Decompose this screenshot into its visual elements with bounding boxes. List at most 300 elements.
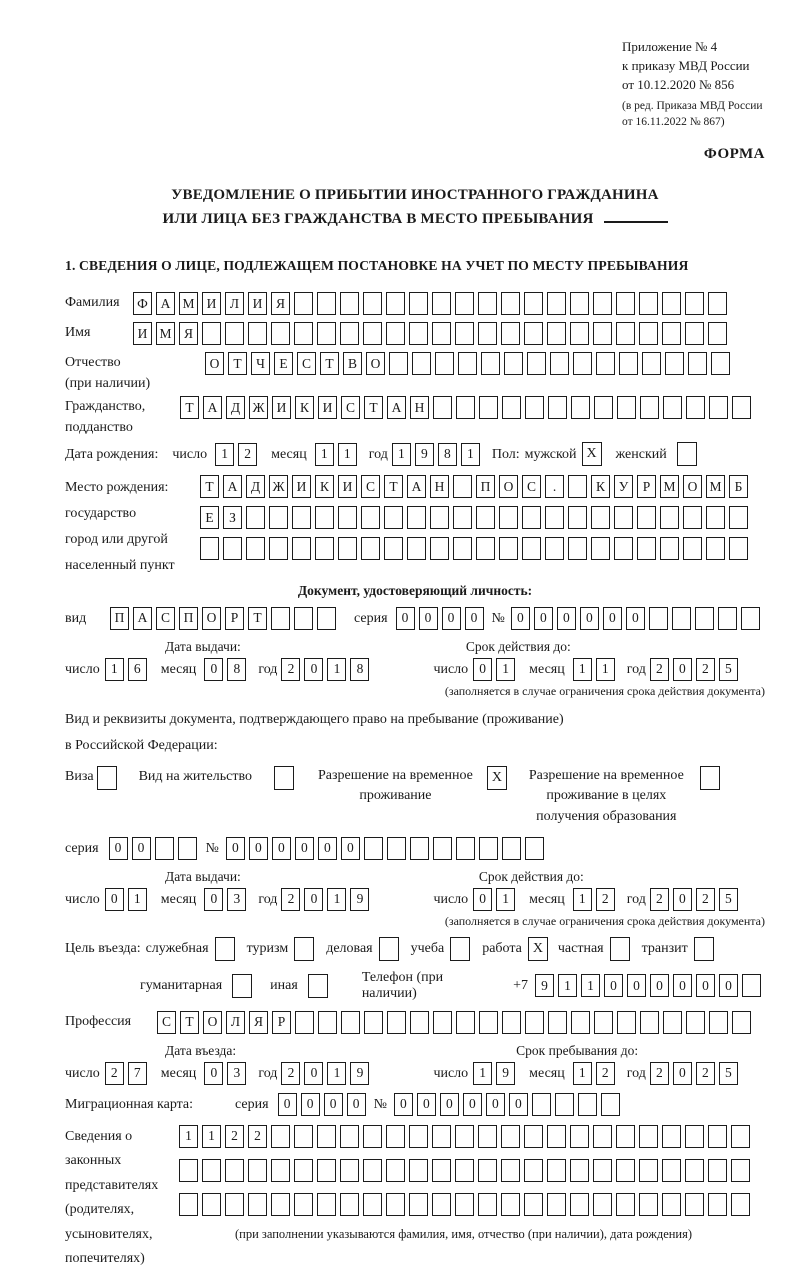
- char-cell[interactable]: 9: [535, 974, 554, 997]
- char-cell[interactable]: .: [545, 475, 564, 498]
- char-cell[interactable]: [683, 506, 702, 529]
- char-cell[interactable]: [547, 322, 566, 345]
- char-cell[interactable]: [640, 1011, 659, 1034]
- char-cell[interactable]: К: [591, 475, 610, 498]
- char-cell[interactable]: 2: [650, 888, 669, 911]
- char-cell[interactable]: 1: [581, 974, 600, 997]
- temp-residence-edu-checkbox[interactable]: [700, 766, 720, 790]
- char-cell[interactable]: 0: [557, 607, 576, 630]
- char-cell[interactable]: [593, 1193, 612, 1216]
- char-cell[interactable]: 1: [128, 888, 147, 911]
- char-cell[interactable]: [295, 1011, 314, 1034]
- char-cell[interactable]: [616, 1125, 635, 1148]
- char-cell[interactable]: [246, 537, 265, 560]
- char-cell[interactable]: Я: [179, 322, 198, 345]
- char-cell[interactable]: Р: [637, 475, 656, 498]
- char-cell[interactable]: [340, 1125, 359, 1148]
- char-cell[interactable]: [547, 292, 566, 315]
- residence-permit-checkbox[interactable]: [274, 766, 294, 790]
- char-cell[interactable]: 1: [573, 888, 592, 911]
- char-cell[interactable]: [409, 1193, 428, 1216]
- char-cell[interactable]: Н: [430, 475, 449, 498]
- char-cell[interactable]: 0: [204, 888, 223, 911]
- char-cell[interactable]: [570, 1125, 589, 1148]
- char-cell[interactable]: [315, 506, 334, 529]
- char-cell[interactable]: [665, 352, 684, 375]
- purpose-tourism-checkbox[interactable]: [294, 937, 314, 961]
- char-cell[interactable]: [640, 396, 659, 419]
- char-cell[interactable]: [637, 506, 656, 529]
- char-cell[interactable]: 0: [347, 1093, 366, 1116]
- char-cell[interactable]: Ф: [133, 292, 152, 315]
- char-cell[interactable]: [616, 292, 635, 315]
- char-cell[interactable]: [593, 292, 612, 315]
- char-cell[interactable]: [660, 506, 679, 529]
- char-cell[interactable]: [179, 1159, 198, 1182]
- char-cell[interactable]: М: [156, 322, 175, 345]
- purpose-study-checkbox[interactable]: [450, 937, 470, 961]
- char-cell[interactable]: [476, 506, 495, 529]
- char-cell[interactable]: [594, 1011, 613, 1034]
- char-cell[interactable]: [639, 322, 658, 345]
- char-cell[interactable]: [271, 1125, 290, 1148]
- char-cell[interactable]: [453, 537, 472, 560]
- char-cell[interactable]: 0: [473, 888, 492, 911]
- char-cell[interactable]: [639, 292, 658, 315]
- char-cell[interactable]: Я: [249, 1011, 268, 1034]
- char-cell[interactable]: [524, 322, 543, 345]
- char-cell[interactable]: 0: [417, 1093, 436, 1116]
- char-cell[interactable]: Т: [200, 475, 219, 498]
- char-cell[interactable]: 0: [626, 607, 645, 630]
- char-cell[interactable]: 1: [202, 1125, 221, 1148]
- char-cell[interactable]: [455, 292, 474, 315]
- char-cell[interactable]: О: [205, 352, 224, 375]
- char-cell[interactable]: О: [366, 352, 385, 375]
- char-cell[interactable]: И: [248, 292, 267, 315]
- char-cell[interactable]: [387, 1011, 406, 1034]
- char-cell[interactable]: [433, 396, 452, 419]
- char-cell[interactable]: [548, 1011, 567, 1034]
- char-cell[interactable]: 0: [603, 607, 622, 630]
- char-cell[interactable]: Ж: [269, 475, 288, 498]
- char-cell[interactable]: 1: [327, 658, 346, 681]
- char-cell[interactable]: А: [407, 475, 426, 498]
- char-cell[interactable]: 3: [227, 1062, 246, 1085]
- char-cell[interactable]: [409, 1159, 428, 1182]
- char-cell[interactable]: [433, 837, 452, 860]
- char-cell[interactable]: Р: [272, 1011, 291, 1034]
- char-cell[interactable]: А: [203, 396, 222, 419]
- char-cell[interactable]: 0: [673, 888, 692, 911]
- char-cell[interactable]: [340, 292, 359, 315]
- char-cell[interactable]: [202, 1193, 221, 1216]
- char-cell[interactable]: 1: [315, 443, 334, 466]
- char-cell[interactable]: [410, 837, 429, 860]
- char-cell[interactable]: [685, 1159, 704, 1182]
- char-cell[interactable]: 1: [461, 443, 480, 466]
- char-cell[interactable]: 0: [204, 658, 223, 681]
- char-cell[interactable]: [341, 1011, 360, 1034]
- char-cell[interactable]: И: [292, 475, 311, 498]
- char-cell[interactable]: [742, 974, 761, 997]
- char-cell[interactable]: [708, 322, 727, 345]
- char-cell[interactable]: 1: [338, 443, 357, 466]
- char-cell[interactable]: [660, 537, 679, 560]
- char-cell[interactable]: [432, 1125, 451, 1148]
- char-cell[interactable]: А: [223, 475, 242, 498]
- char-cell[interactable]: М: [660, 475, 679, 498]
- char-cell[interactable]: [547, 1193, 566, 1216]
- char-cell[interactable]: Т: [180, 1011, 199, 1034]
- char-cell[interactable]: [248, 322, 267, 345]
- char-cell[interactable]: 1: [596, 658, 615, 681]
- char-cell[interactable]: 0: [673, 1062, 692, 1085]
- char-cell[interactable]: 0: [509, 1093, 528, 1116]
- char-cell[interactable]: [570, 292, 589, 315]
- purpose-transit-checkbox[interactable]: [694, 937, 714, 961]
- char-cell[interactable]: 2: [238, 443, 257, 466]
- char-cell[interactable]: 2: [105, 1062, 124, 1085]
- char-cell[interactable]: [409, 292, 428, 315]
- char-cell[interactable]: [619, 352, 638, 375]
- char-cell[interactable]: [639, 1159, 658, 1182]
- char-cell[interactable]: Т: [180, 396, 199, 419]
- char-cell[interactable]: 0: [534, 607, 553, 630]
- char-cell[interactable]: [407, 537, 426, 560]
- char-cell[interactable]: [432, 1159, 451, 1182]
- purpose-official-checkbox[interactable]: [215, 937, 235, 961]
- char-cell[interactable]: И: [272, 396, 291, 419]
- char-cell[interactable]: [481, 352, 500, 375]
- char-cell[interactable]: [502, 396, 521, 419]
- char-cell[interactable]: [340, 1193, 359, 1216]
- char-cell[interactable]: [642, 352, 661, 375]
- char-cell[interactable]: [663, 396, 682, 419]
- char-cell[interactable]: [455, 1193, 474, 1216]
- char-cell[interactable]: 2: [225, 1125, 244, 1148]
- char-cell[interactable]: [718, 607, 737, 630]
- char-cell[interactable]: [616, 322, 635, 345]
- char-cell[interactable]: [386, 1159, 405, 1182]
- char-cell[interactable]: [601, 1093, 620, 1116]
- char-cell[interactable]: [570, 1193, 589, 1216]
- male-checkbox[interactable]: X: [582, 442, 602, 466]
- char-cell[interactable]: [478, 292, 497, 315]
- char-cell[interactable]: 5: [719, 658, 738, 681]
- char-cell[interactable]: Т: [248, 607, 267, 630]
- char-cell[interactable]: [524, 1159, 543, 1182]
- char-cell[interactable]: [593, 1159, 612, 1182]
- char-cell[interactable]: [179, 1193, 198, 1216]
- char-cell[interactable]: П: [110, 607, 129, 630]
- char-cell[interactable]: [407, 506, 426, 529]
- char-cell[interactable]: [430, 537, 449, 560]
- char-cell[interactable]: Д: [246, 475, 265, 498]
- char-cell[interactable]: [269, 506, 288, 529]
- char-cell[interactable]: [685, 292, 704, 315]
- char-cell[interactable]: [453, 506, 472, 529]
- char-cell[interactable]: [294, 322, 313, 345]
- char-cell[interactable]: 1: [573, 1062, 592, 1085]
- char-cell[interactable]: [545, 537, 564, 560]
- char-cell[interactable]: 2: [696, 1062, 715, 1085]
- char-cell[interactable]: [364, 1011, 383, 1034]
- char-cell[interactable]: [453, 475, 472, 498]
- char-cell[interactable]: 0: [341, 837, 360, 860]
- char-cell[interactable]: 0: [278, 1093, 297, 1116]
- char-cell[interactable]: 0: [463, 1093, 482, 1116]
- char-cell[interactable]: [501, 1159, 520, 1182]
- char-cell[interactable]: [340, 1159, 359, 1182]
- char-cell[interactable]: [412, 352, 431, 375]
- char-cell[interactable]: К: [315, 475, 334, 498]
- char-cell[interactable]: [155, 837, 174, 860]
- char-cell[interactable]: [729, 537, 748, 560]
- char-cell[interactable]: [614, 506, 633, 529]
- char-cell[interactable]: 2: [281, 888, 300, 911]
- char-cell[interactable]: 0: [396, 607, 415, 630]
- char-cell[interactable]: [363, 1159, 382, 1182]
- char-cell[interactable]: [571, 396, 590, 419]
- char-cell[interactable]: [271, 322, 290, 345]
- char-cell[interactable]: [729, 506, 748, 529]
- char-cell[interactable]: 0: [604, 974, 623, 997]
- char-cell[interactable]: [317, 322, 336, 345]
- char-cell[interactable]: [200, 537, 219, 560]
- char-cell[interactable]: [384, 537, 403, 560]
- char-cell[interactable]: Д: [226, 396, 245, 419]
- char-cell[interactable]: 0: [719, 974, 738, 997]
- char-cell[interactable]: [455, 322, 474, 345]
- char-cell[interactable]: [524, 1125, 543, 1148]
- char-cell[interactable]: [502, 837, 521, 860]
- char-cell[interactable]: У: [614, 475, 633, 498]
- char-cell[interactable]: [338, 537, 357, 560]
- char-cell[interactable]: [225, 1159, 244, 1182]
- char-cell[interactable]: 1: [105, 658, 124, 681]
- char-cell[interactable]: [294, 1159, 313, 1182]
- char-cell[interactable]: И: [202, 292, 221, 315]
- char-cell[interactable]: [545, 506, 564, 529]
- char-cell[interactable]: [504, 352, 523, 375]
- char-cell[interactable]: [555, 1093, 574, 1116]
- char-cell[interactable]: [248, 1193, 267, 1216]
- char-cell[interactable]: И: [133, 322, 152, 345]
- char-cell[interactable]: [318, 1011, 337, 1034]
- char-cell[interactable]: 0: [440, 1093, 459, 1116]
- char-cell[interactable]: 0: [304, 658, 323, 681]
- female-checkbox[interactable]: [677, 442, 697, 466]
- char-cell[interactable]: Б: [729, 475, 748, 498]
- char-cell[interactable]: [363, 292, 382, 315]
- char-cell[interactable]: З: [223, 506, 242, 529]
- char-cell[interactable]: [292, 506, 311, 529]
- char-cell[interactable]: [662, 1125, 681, 1148]
- char-cell[interactable]: [662, 292, 681, 315]
- char-cell[interactable]: 1: [392, 443, 411, 466]
- char-cell[interactable]: [317, 607, 336, 630]
- char-cell[interactable]: [499, 506, 518, 529]
- char-cell[interactable]: [338, 506, 357, 529]
- char-cell[interactable]: 7: [128, 1062, 147, 1085]
- char-cell[interactable]: [685, 1193, 704, 1216]
- char-cell[interactable]: Т: [364, 396, 383, 419]
- char-cell[interactable]: [706, 506, 725, 529]
- char-cell[interactable]: 0: [295, 837, 314, 860]
- char-cell[interactable]: [596, 352, 615, 375]
- char-cell[interactable]: 0: [249, 837, 268, 860]
- char-cell[interactable]: [639, 1193, 658, 1216]
- purpose-business-checkbox[interactable]: [379, 937, 399, 961]
- char-cell[interactable]: [479, 1011, 498, 1034]
- char-cell[interactable]: 0: [272, 837, 291, 860]
- char-cell[interactable]: [409, 322, 428, 345]
- char-cell[interactable]: [294, 292, 313, 315]
- char-cell[interactable]: [478, 1125, 497, 1148]
- char-cell[interactable]: [364, 837, 383, 860]
- char-cell[interactable]: 1: [573, 658, 592, 681]
- char-cell[interactable]: 1: [215, 443, 234, 466]
- char-cell[interactable]: 6: [128, 658, 147, 681]
- char-cell[interactable]: [695, 607, 714, 630]
- char-cell[interactable]: [269, 537, 288, 560]
- char-cell[interactable]: О: [202, 607, 221, 630]
- char-cell[interactable]: [525, 837, 544, 860]
- char-cell[interactable]: [455, 1159, 474, 1182]
- char-cell[interactable]: [363, 322, 382, 345]
- char-cell[interactable]: Я: [271, 292, 290, 315]
- char-cell[interactable]: А: [156, 292, 175, 315]
- char-cell[interactable]: [389, 352, 408, 375]
- char-cell[interactable]: [317, 1159, 336, 1182]
- char-cell[interactable]: [317, 1193, 336, 1216]
- char-cell[interactable]: [547, 1125, 566, 1148]
- char-cell[interactable]: Т: [228, 352, 247, 375]
- char-cell[interactable]: [315, 537, 334, 560]
- char-cell[interactable]: [499, 537, 518, 560]
- char-cell[interactable]: [386, 1193, 405, 1216]
- char-cell[interactable]: [456, 837, 475, 860]
- char-cell[interactable]: [479, 396, 498, 419]
- char-cell[interactable]: 0: [318, 837, 337, 860]
- char-cell[interactable]: [637, 537, 656, 560]
- char-cell[interactable]: 2: [281, 658, 300, 681]
- char-cell[interactable]: К: [295, 396, 314, 419]
- char-cell[interactable]: [616, 1159, 635, 1182]
- purpose-humanitarian-checkbox[interactable]: [232, 974, 252, 998]
- char-cell[interactable]: [363, 1193, 382, 1216]
- char-cell[interactable]: [479, 837, 498, 860]
- char-cell[interactable]: [708, 1125, 727, 1148]
- char-cell[interactable]: [178, 837, 197, 860]
- char-cell[interactable]: И: [338, 475, 357, 498]
- char-cell[interactable]: 1: [473, 1062, 492, 1085]
- char-cell[interactable]: [525, 1011, 544, 1034]
- char-cell[interactable]: 0: [105, 888, 124, 911]
- char-cell[interactable]: [568, 475, 587, 498]
- char-cell[interactable]: С: [361, 475, 380, 498]
- char-cell[interactable]: [432, 1193, 451, 1216]
- char-cell[interactable]: [662, 1193, 681, 1216]
- char-cell[interactable]: П: [179, 607, 198, 630]
- char-cell[interactable]: Е: [200, 506, 219, 529]
- char-cell[interactable]: С: [157, 1011, 176, 1034]
- char-cell[interactable]: [662, 322, 681, 345]
- char-cell[interactable]: [502, 1011, 521, 1034]
- char-cell[interactable]: [478, 322, 497, 345]
- char-cell[interactable]: [387, 837, 406, 860]
- char-cell[interactable]: [709, 396, 728, 419]
- char-cell[interactable]: 0: [511, 607, 530, 630]
- char-cell[interactable]: 0: [442, 607, 461, 630]
- char-cell[interactable]: 0: [301, 1093, 320, 1116]
- char-cell[interactable]: И: [318, 396, 337, 419]
- char-cell[interactable]: [732, 396, 751, 419]
- char-cell[interactable]: [593, 1125, 612, 1148]
- char-cell[interactable]: Н: [410, 396, 429, 419]
- char-cell[interactable]: 0: [109, 837, 128, 860]
- char-cell[interactable]: [384, 506, 403, 529]
- char-cell[interactable]: Р: [225, 607, 244, 630]
- char-cell[interactable]: [271, 1193, 290, 1216]
- char-cell[interactable]: [706, 537, 725, 560]
- char-cell[interactable]: 0: [696, 974, 715, 997]
- char-cell[interactable]: [663, 1011, 682, 1034]
- char-cell[interactable]: [662, 1159, 681, 1182]
- char-cell[interactable]: [570, 322, 589, 345]
- char-cell[interactable]: [685, 322, 704, 345]
- char-cell[interactable]: [292, 537, 311, 560]
- char-cell[interactable]: 5: [719, 1062, 738, 1085]
- char-cell[interactable]: [410, 1011, 429, 1034]
- char-cell[interactable]: [501, 1193, 520, 1216]
- char-cell[interactable]: С: [297, 352, 316, 375]
- purpose-other-checkbox[interactable]: [308, 974, 328, 998]
- char-cell[interactable]: [686, 396, 705, 419]
- char-cell[interactable]: [732, 1011, 751, 1034]
- char-cell[interactable]: 0: [419, 607, 438, 630]
- char-cell[interactable]: 8: [438, 443, 457, 466]
- char-cell[interactable]: [522, 537, 541, 560]
- char-cell[interactable]: [430, 506, 449, 529]
- char-cell[interactable]: 0: [132, 837, 151, 860]
- char-cell[interactable]: [708, 1193, 727, 1216]
- char-cell[interactable]: [386, 322, 405, 345]
- char-cell[interactable]: [731, 1193, 750, 1216]
- char-cell[interactable]: [532, 1093, 551, 1116]
- char-cell[interactable]: [361, 537, 380, 560]
- char-cell[interactable]: [501, 292, 520, 315]
- char-cell[interactable]: [363, 1125, 382, 1148]
- char-cell[interactable]: [741, 607, 760, 630]
- char-cell[interactable]: [223, 537, 242, 560]
- char-cell[interactable]: [708, 292, 727, 315]
- char-cell[interactable]: [432, 292, 451, 315]
- char-cell[interactable]: Ч: [251, 352, 270, 375]
- temp-residence-checkbox[interactable]: X: [487, 766, 507, 790]
- char-cell[interactable]: Л: [226, 1011, 245, 1034]
- char-cell[interactable]: О: [683, 475, 702, 498]
- char-cell[interactable]: С: [156, 607, 175, 630]
- char-cell[interactable]: [317, 292, 336, 315]
- char-cell[interactable]: [478, 1159, 497, 1182]
- char-cell[interactable]: [550, 352, 569, 375]
- char-cell[interactable]: [294, 1193, 313, 1216]
- char-cell[interactable]: [578, 1093, 597, 1116]
- char-cell[interactable]: [524, 1193, 543, 1216]
- char-cell[interactable]: [614, 537, 633, 560]
